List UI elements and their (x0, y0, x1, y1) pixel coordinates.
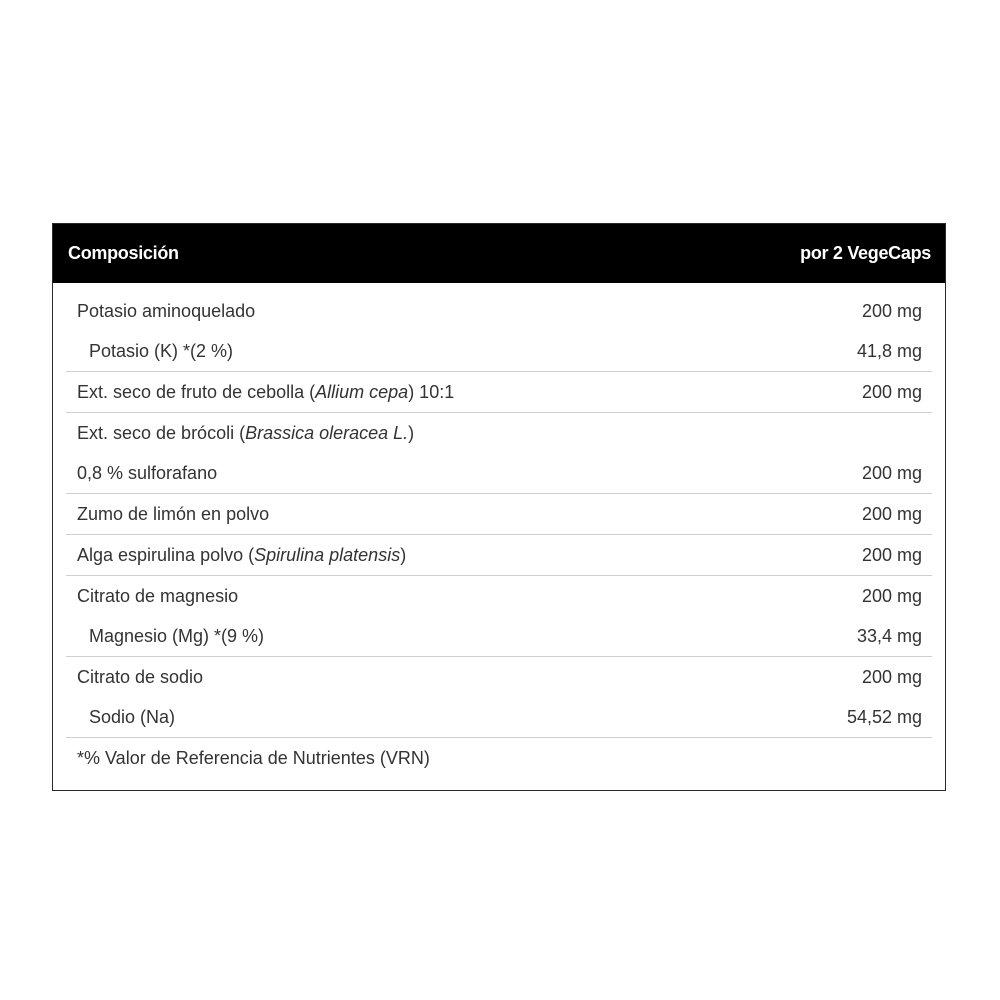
group-brocoli (66, 413, 932, 494)
row-label: Magnesio (Mg) *(9 %) (89, 625, 265, 646)
row-value: 200 mg (861, 544, 922, 565)
table-row (66, 616, 932, 656)
label-text: Ext. seco de fruto de cebolla ( (77, 381, 316, 402)
table-row (66, 453, 932, 493)
group-cebolla (66, 372, 932, 413)
row-value: 200 mg (861, 462, 922, 483)
row-label: Citrato de magnesio (77, 585, 239, 606)
scientific-name: Allium cepa (315, 381, 409, 402)
label-text: Alga espirulina polvo ( (77, 544, 255, 565)
footnote-row (66, 738, 932, 778)
row-value: 200 mg (861, 585, 922, 606)
table-row (66, 291, 932, 331)
row-label: Sodio (Na) (89, 706, 176, 727)
label-text: Ext. seco de brócoli ( (77, 422, 246, 443)
table-row (66, 576, 932, 616)
row-label: Potasio aminoquelado (77, 300, 256, 321)
row-value: 200 mg (861, 300, 922, 321)
header-dose: por 2 VegeCaps (800, 243, 931, 263)
label-text: ) (408, 422, 415, 443)
row-value: 200 mg (861, 503, 922, 524)
row-label (77, 545, 406, 566)
row-label: 0,8 % sulforafano (77, 462, 218, 483)
row-label: Citrato de sodio (77, 666, 204, 687)
row-label: Potasio (K) *(2 %) (89, 340, 234, 361)
group-magnesio (66, 576, 932, 657)
group-footnote (66, 738, 932, 778)
row-value: 200 mg (861, 381, 922, 402)
composition-table (52, 223, 946, 791)
scientific-name: Spirulina platensis (254, 544, 401, 565)
table-row (66, 535, 932, 575)
table-body (53, 283, 945, 790)
row-label: Zumo de limón en polvo (77, 503, 270, 524)
header-title: Composición (68, 243, 179, 263)
row-value: 33,4 mg (856, 625, 922, 646)
row-label (77, 423, 414, 444)
table-row (66, 372, 932, 412)
group-sodio (66, 657, 932, 738)
table-row (66, 657, 932, 697)
table-row (66, 413, 932, 453)
table-row (66, 697, 932, 737)
group-limon (66, 494, 932, 535)
row-label (77, 382, 454, 403)
table-row (66, 331, 932, 371)
scientific-name: Brassica oleracea L. (245, 422, 409, 443)
table-header (53, 224, 945, 283)
label-text: ) (400, 544, 407, 565)
footnote: *% Valor de Referencia de Nutrientes (VRN) (77, 747, 430, 768)
label-text: ) 10:1 (408, 381, 455, 402)
row-value: 54,52 mg (846, 706, 922, 727)
row-value: 41,8 mg (856, 340, 922, 361)
row-value: 200 mg (861, 666, 922, 687)
group-espirulina (66, 535, 932, 576)
group-potasio (66, 291, 932, 372)
table-row (66, 494, 932, 534)
